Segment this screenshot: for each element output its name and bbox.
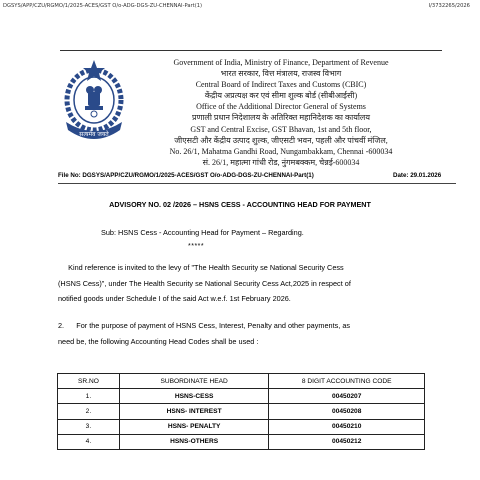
table-row <box>58 404 425 419</box>
accounting-heads-table <box>57 373 425 450</box>
letterhead <box>110 57 452 168</box>
subordinate-head-cell: HSNS-OTHERS <box>119 434 269 449</box>
accounting-code-cell: 00450208 <box>269 404 425 419</box>
file-path-text: DGSYS/APP/CZU/RGMO/1/2025-ACES/GST O/o-ADG-DGS-ZU-CHENNAI-Part(1) <box>3 3 203 9</box>
separator-stars: ***** <box>188 243 205 250</box>
letterhead-line-4: केंद्रीय अप्रत्यक्ष कर एवं सीमा शुल्क बोर्ड (सीबीआईसी) <box>204 91 358 101</box>
paragraph-1 <box>58 260 351 307</box>
letterhead-line-3: Central Board of Indirect Taxes and Customs (CBIC) <box>195 80 367 90</box>
subordinate-head-cell: HSNS-CESS <box>119 389 269 404</box>
letterhead-line-5: Office of the Additional Director General of Systems <box>196 102 366 112</box>
paragraph-2 <box>58 318 350 349</box>
emblem-motto: सत्यमेव जयते <box>79 131 109 138</box>
accounting-code-cell: 00450210 <box>269 419 425 434</box>
header-divider <box>58 183 456 184</box>
paragraph-2-line-1: 2. For the purpose of payment of HSNS Cess, Interest, Penalty and other payments, as <box>58 321 351 330</box>
table-row <box>58 419 425 434</box>
top-rule <box>60 50 442 51</box>
sr-no-cell: 4. <box>58 434 120 449</box>
paragraph-1-line-2: (HSNS Cess)", under The Health Security se National Security Cess Act,2025 in respect of <box>58 278 351 288</box>
table-row <box>58 434 425 449</box>
paragraph-1-line-3: notified goods under Schedule I of the said Act w.e.f. 1st February 2026. <box>58 294 291 304</box>
header-sr-no: SR.NO <box>58 374 120 389</box>
table-row <box>58 389 425 404</box>
reference-number: I/3732265/2026 <box>428 3 470 9</box>
letterhead-line-8: जीएसटी और केंद्रीय उत्पाद शुल्क, जीएसटी भवन, पहली और पांचवीं मंजिल, <box>174 135 388 145</box>
letterhead-line-6: प्रणाली प्रधान निदेशालय के अतिरिक्त महानिदेशक का कार्यालय <box>192 113 370 123</box>
subordinate-head-cell: HSNS- PENALTY <box>119 419 269 434</box>
document-header-strip <box>0 0 480 14</box>
advisory-title: ADVISORY NO. 02 /2026 – HSNS CESS - ACCOUNTING HEAD FOR PAYMENT <box>109 200 371 209</box>
letterhead-line-10: सं. 26/1, महात्मा गांधी रोड, नुंगमबक्कम, चेन्नई-600034 <box>202 157 360 167</box>
accounting-code-cell: 00450212 <box>269 434 425 449</box>
file-number-line <box>58 172 458 179</box>
letterhead-line-2: भारत सरकार, वित्त मंत्रालय, राजस्व विभाग <box>220 69 342 79</box>
sr-no-cell: 1. <box>58 389 120 404</box>
accounting-code-cell: 00450207 <box>269 389 425 404</box>
letterhead-line-1: Government of India, Ministry of Finance, Department of Revenue <box>173 58 389 67</box>
paragraph-1-line-1: Kind reference is invited to the levy of "The Health Security se National Security Cess <box>58 263 344 272</box>
letterhead-line-7: GST and Central Excise, GST Bhavan, 1st and 5th floor, <box>190 124 372 134</box>
letterhead-line-9: No. 26/1, Mahatma Gandhi Road, Nungambakkam, Chennai -600034 <box>169 146 393 156</box>
subordinate-head-cell: HSNS- INTEREST <box>119 404 269 419</box>
file-number: File No: DGSYS/APP/CZU/RGMO/1/2025-ACES/GST O/o-ADG-DGS-ZU-CHENNAI-Part(1) <box>58 172 314 179</box>
subject-line: Sub: HSNS Cess - Accounting Head for Payment – Regarding. <box>101 228 304 237</box>
header-accounting-code: 8 DIGIT ACCOUNTING CODE <box>269 374 425 389</box>
table-header-row <box>58 374 425 389</box>
document-date: Date: 29.01.2026 <box>393 172 442 179</box>
sr-no-cell: 2. <box>58 404 120 419</box>
header-subordinate-head: SUBORDINATE HEAD <box>119 374 269 389</box>
paragraph-2-line-2: need be, the following Accounting Head Codes shall be used : <box>58 336 259 346</box>
sr-no-cell: 3. <box>58 419 120 434</box>
